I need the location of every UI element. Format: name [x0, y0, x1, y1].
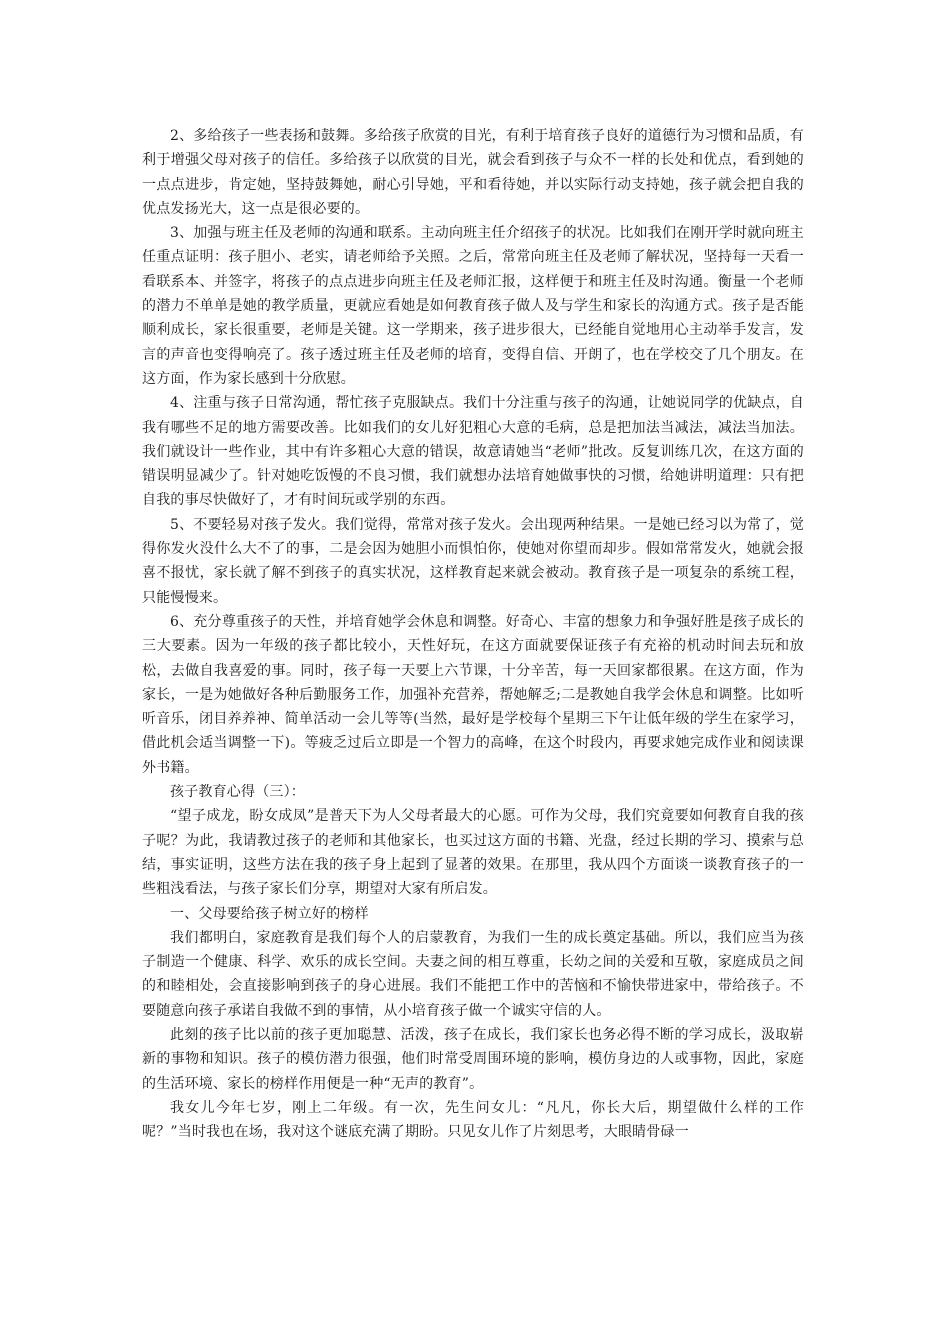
- paragraph-no-anger: 5、不要轻易对孩子发火。我们觉得，常常对孩子发火。会出现两种结果。一是她已经习以为常了，觉得你发火没什么大不了的事，二是会因为她胆小而惧怕你，使她对你望而却步。假如常常发火，她就会报喜不报忧，家长就了解不到孩子的真实状况，这样教育起来就会被动。教育孩子是一项复杂的系统工程，只能慢慢来。: [142, 516, 804, 606]
- paragraph-modern-children: 此刻的孩子比以前的孩子更加聪慧、活泼，孩子在成长，我们家长也务必得不断的学习成长，汲取崭新的事物和知识。孩子的模仿潜力很强，他们时常受周围环境的影响，模仿身边的人或事物，因此，家庭的生活环境、家长的榜样作用便是一种“无声的教育”。: [142, 1026, 804, 1092]
- paragraph-teacher-communication: 3、加强与班主任及老师的沟通和联系。主动向班主任介绍孩子的状况。比如我们在刚开学时就向班主任重点证明：孩子胆小、老实，请老师给予关照。之后，常常向班主任及老师了解状况，坚持每一天看一看联系本、并签字，将孩子的点点进步向班主任及老师汇报，这样便于和班主任及时沟通。衡量一个老师的潜力不单单是她的教学质量，更就应看她是如何教育孩子做人及与学生和家长的沟通方式。孩子是否能顺利成长，家长很重要，老师是关键。这一学期来，孩子进步很大，已经能自觉地用心主动举手发言，发言的声音也变得响亮了。孩子透过班主任及老师的培育，变得自信、开朗了，也在学校交了几个朋友。在这方面，作为家长感到十分欣慰。: [142, 225, 804, 387]
- document-body: [142, 124, 804, 1144]
- paragraph-family-education: 我们都明白，家庭教育是我们每个人的启蒙教育，为我们一生的成长奠定基础。所以，我们应当为孩子制造一个健康、科学、欢乐的成长空间。夫妻之间的相互尊重，长幼之间的关爱和互敬，家庭成员之间的和睦相处，会直接影响到孩子的身心进展。我们不能把工作中的苦恼和不愉快带进家中，带给孩子。不要随意向孩子承诺自我做不到的事情，从小培育孩子做一个诚实守信的人。: [142, 929, 804, 1019]
- paragraph-intro: “望子成龙，盼女成凤”是普天下为人父母者最大的心愿。可作为父母，我们究竟要如何教育自我的孩子呢？为此，我请教过孩子的老师和其他家长，也买过这方面的书籍、光盘，经过长期的学习、摸索与总结，事实证明，这些方法在我的孩子身上起到了显著的效果。在那里，我从四个方面谈一谈教育孩子的一些粗浅看法，与孩子家长们分享，期望对大家有所启发。: [142, 808, 804, 898]
- paragraph-daily-communication: 4、注重与孩子日常沟通，帮忙孩子克服缺点。我们十分注重与孩子的沟通，让她说同学的优缺点，自我有哪些不足的地方需要改善。比如我们的女儿好犯粗心大意的毛病，总是把加法当减法，减法当加法。我们就设计一些作业，其中有许多粗心大意的错误，故意请她当“老师”批改。反复训练几次，在这方面的错误明显减少了。针对她吃饭慢的不良习惯，我们就想办法培育她做事快的习惯，给她讲明道理：只有把自我的事尽快做好了，才有时间玩或学别的东西。: [142, 395, 804, 509]
- paragraph-praise-encourage: 2、多给孩子一些表扬和鼓舞。多给孩子欣赏的目光，有利于培育孩子良好的道德行为习惯和品质，有利于增强父母对孩子的信任。多给孩子以欣赏的目光，就会看到孩子与众不一样的长处和优点，看到她的一点点进步，肯定她，坚持鼓舞她，耐心引导她，平和看待她，并以实际行动支持她，孩子就会把自我的优点发扬光大，这一点是很必要的。: [142, 128, 804, 217]
- section-heading-part-three: 孩子教育心得（三）：: [170, 784, 305, 801]
- paragraph-daughter-story: 我女儿今年七岁，刚上二年级。有一次，先生问女儿：“凡凡，你长大后，期望做什么样的工作呢？”当时我也在场，我对这个谜底充满了期盼。只见女儿作了片刻思考，大眼睛骨碌一: [142, 1099, 804, 1141]
- paragraph-respect-nature: 6、充分尊重孩子的天性，并培育她学会休息和调整。好奇心、丰富的想象力和争强好胜是孩子成长的三大要素。因为一年级的孩子都比较小，天性好玩，在这方面就要保证孩子有充裕的机动时间去玩和放松，去做自我喜爱的事。同时，孩子每一天要上六节课，十分辛苦，每一天回家都很累。在这方面，作为家长，一是为她做好各种后勤服务工作，加强补充营养，帮她解乏;二是教她自我学会休息和调整。比如听听音乐，闭目养养神、简单活动一会儿等等(当然，最好是学校每个星期三下午让低年级的学生在家学习，借此机会适当调整一下)。等疲乏过后立即是一个智力的高峰，在这个时段内，再要求她完成作业和阅读课外书籍。: [142, 613, 804, 776]
- subheading-role-model: 一、父母要给孩子树立好的榜样: [170, 905, 369, 922]
